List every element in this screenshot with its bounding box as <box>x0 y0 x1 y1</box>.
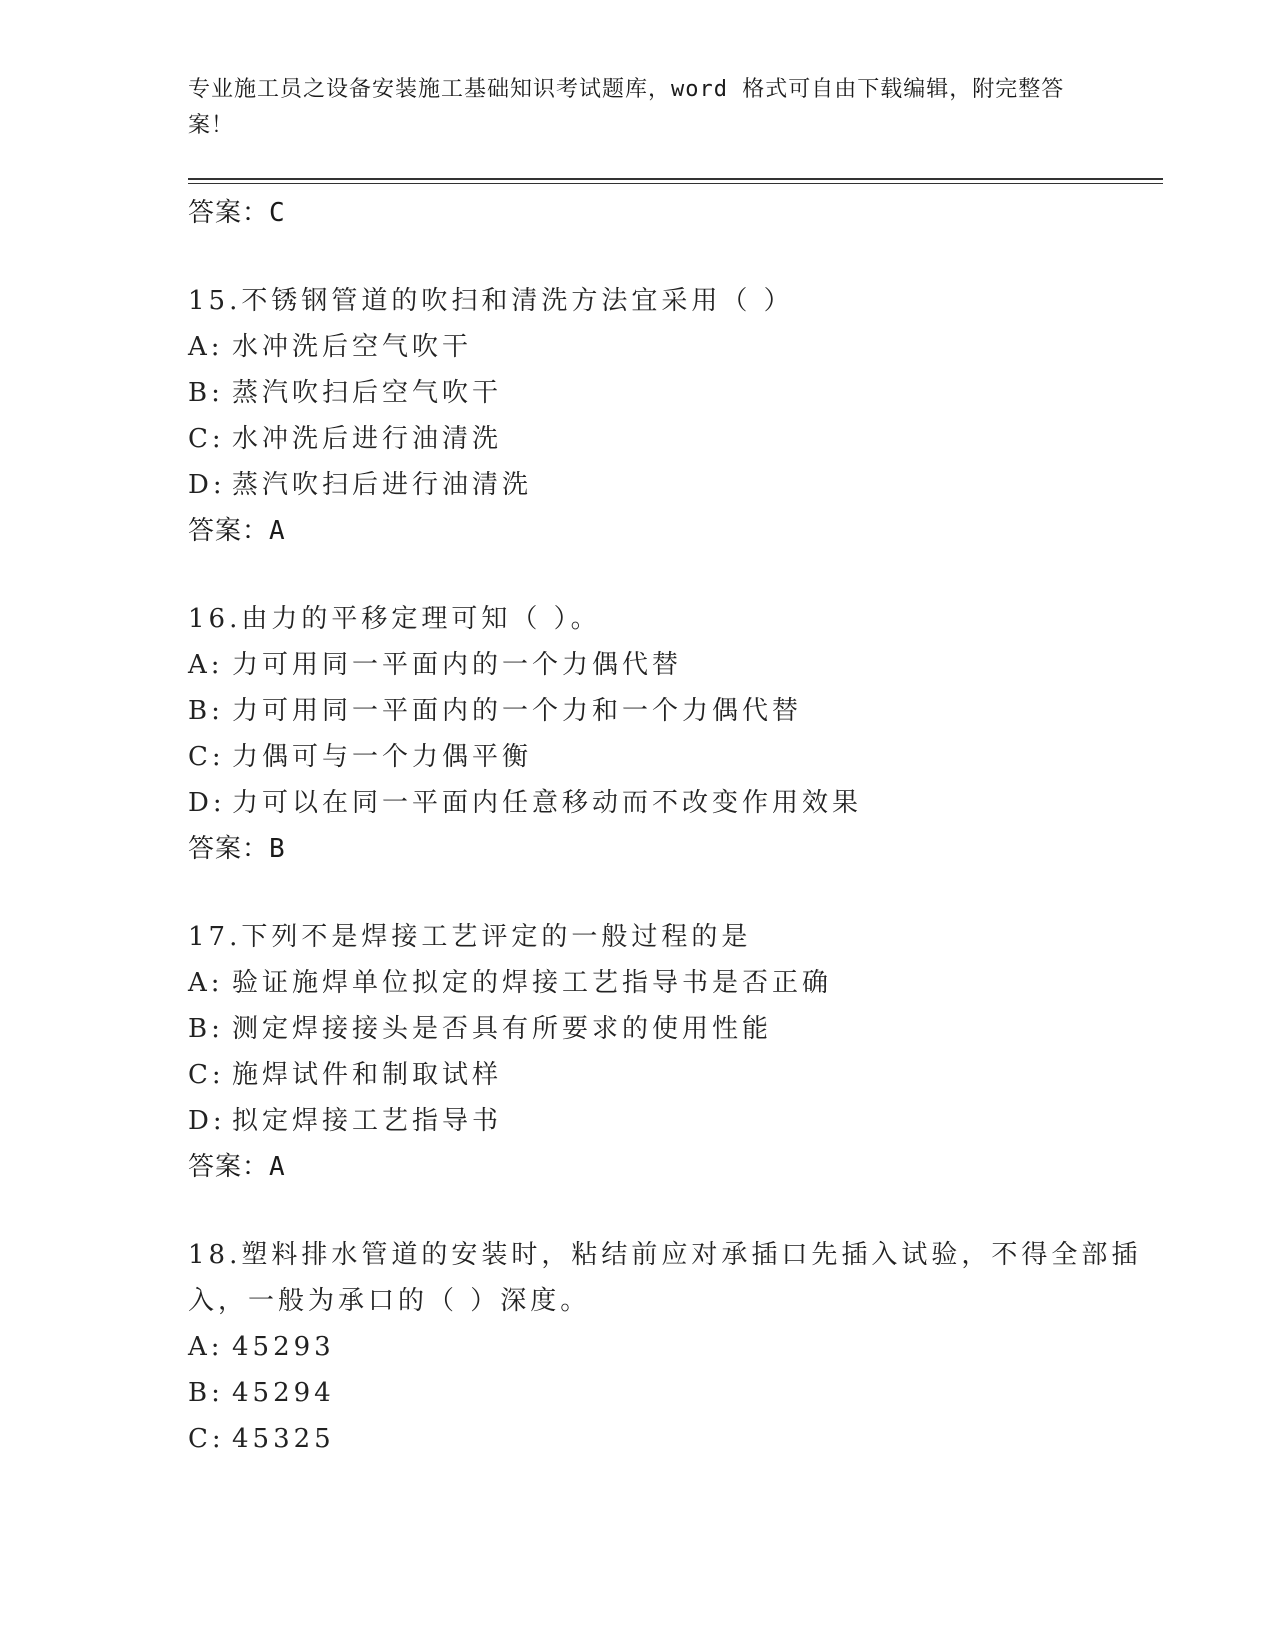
option-label: B: <box>188 1014 224 1044</box>
option-text: 施焊试件和制取试样 <box>232 1060 503 1090</box>
header-divider-thick <box>188 178 1163 180</box>
option-label: D: <box>188 1106 226 1136</box>
option-text: 拟定焊接工艺指导书 <box>232 1106 503 1136</box>
question-stem: 18.塑料排水管道的安装时，粘结前应对承插口先插入试验，不得全部插入，一般为承口的（ ）深度。 <box>188 1240 1142 1316</box>
question-block <box>188 278 1148 554</box>
answer-line: 答案：B <box>188 834 286 864</box>
option-d <box>188 462 1148 508</box>
option-d <box>188 1098 1148 1144</box>
option-b <box>188 1370 1148 1416</box>
option-a <box>188 324 1148 370</box>
option-text: 力可以在同一平面内任意移动而不改变作用效果 <box>232 788 863 818</box>
spacer <box>188 872 1148 914</box>
option-c <box>188 1416 1148 1462</box>
question-stem: 17.下列不是焊接工艺评定的一般过程的是 <box>188 922 752 952</box>
option-label: B: <box>188 1378 224 1408</box>
option-text: 45325 <box>232 1424 335 1454</box>
option-b <box>188 370 1148 416</box>
spacer <box>188 554 1148 596</box>
question-block <box>188 596 1148 872</box>
option-b <box>188 1006 1148 1052</box>
option-text: 水冲洗后空气吹干 <box>232 332 473 362</box>
option-label: A: <box>188 1332 224 1362</box>
option-text: 力可用同一平面内的一个力和一个力偶代替 <box>232 696 803 726</box>
spacer <box>188 236 1148 278</box>
document-header: 专业施工员之设备安装施工基础知识考试题库，word 格式可自由下载编辑，附完整答案！ <box>188 77 1065 138</box>
option-c <box>188 1052 1148 1098</box>
option-text: 蒸汽吹扫后进行油清洗 <box>232 470 533 500</box>
option-text: 蒸汽吹扫后空气吹干 <box>232 378 503 408</box>
option-text: 验证施焊单位拟定的焊接工艺指导书是否正确 <box>232 968 833 998</box>
option-text: 力偶可与一个力偶平衡 <box>232 742 533 772</box>
answer-line: 答案：A <box>188 516 286 546</box>
option-text: 测定焊接接头是否具有所要求的使用性能 <box>232 1014 773 1044</box>
spacer <box>188 1190 1148 1232</box>
option-text: 力可用同一平面内的一个力偶代替 <box>232 650 683 680</box>
option-label: D: <box>188 788 226 818</box>
question-block <box>188 1232 1148 1462</box>
option-label: A: <box>188 332 224 362</box>
option-label: D: <box>188 470 226 500</box>
option-label: C: <box>188 742 225 772</box>
option-a <box>188 960 1148 1006</box>
option-text: 45293 <box>232 1332 335 1362</box>
option-label: C: <box>188 1060 225 1090</box>
option-label: C: <box>188 424 225 454</box>
option-c <box>188 416 1148 462</box>
option-label: B: <box>188 696 224 726</box>
option-label: A: <box>188 968 224 998</box>
answer-line: 答案：A <box>188 1152 286 1182</box>
question-block <box>188 914 1148 1190</box>
question-list <box>188 190 1148 1462</box>
answer-line: 答案：C <box>188 198 286 228</box>
question-stem: 15.不锈钢管道的吹扫和清洗方法宜采用（ ） <box>188 286 794 316</box>
header-divider-thin <box>188 183 1163 184</box>
option-c <box>188 734 1148 780</box>
option-b <box>188 688 1148 734</box>
question-stem: 16.由力的平移定理可知（ ）。 <box>188 604 601 634</box>
option-label: A: <box>188 650 224 680</box>
option-text: 水冲洗后进行油清洗 <box>232 424 503 454</box>
option-a <box>188 1324 1148 1370</box>
option-label: B: <box>188 378 224 408</box>
option-a <box>188 642 1148 688</box>
option-d <box>188 780 1148 826</box>
option-label: C: <box>188 1424 225 1454</box>
option-text: 45294 <box>232 1378 335 1408</box>
